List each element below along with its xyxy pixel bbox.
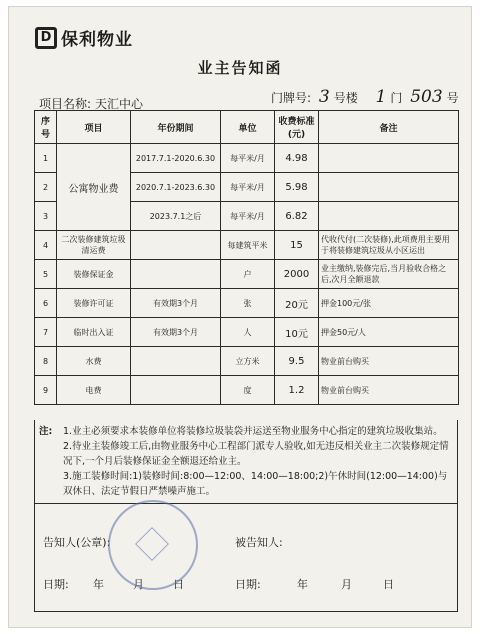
header-unit: 单位	[221, 111, 275, 144]
row-fee: 15	[275, 231, 319, 260]
logo-mark: D	[35, 27, 57, 49]
note-item: 3.施工装修时间:1)装修时间:8:00—12:00、14:00—18:00;2)午休时间(12:00—14:00)与双休日、法定节假日严禁噪声施工。	[63, 471, 448, 497]
row-no: 9	[35, 376, 57, 405]
project-label: 项目名称:	[39, 97, 92, 111]
notes-list	[63, 424, 453, 499]
door-unit: 1	[375, 87, 387, 107]
logo-text: 保利物业	[61, 30, 133, 50]
row-item: 临时出入证	[57, 318, 131, 347]
table-header-row	[35, 111, 459, 144]
row-period	[131, 347, 221, 376]
row-note	[319, 144, 459, 173]
row-unit: 每平米/月	[221, 144, 275, 173]
notes-section	[34, 420, 458, 504]
row-note: 物业前台购买	[319, 347, 459, 376]
notifier-day-label: 日	[173, 578, 184, 591]
row-fee: 10元	[275, 318, 319, 347]
table-row	[35, 347, 459, 376]
row-unit: 每平米/月	[221, 202, 275, 231]
table-row	[35, 144, 459, 173]
row-item-property-fee: 公寓物业费	[57, 144, 131, 231]
note-item: 1.业主必须要求本装修单位将装修垃圾装袋并运送至物业服务中心指定的建筑垃圾收集站。	[63, 426, 443, 437]
row-note: 代收代付(二次装修),此项费用主要用于将装修建筑垃圾从小区运出	[319, 231, 459, 260]
row-note	[319, 202, 459, 231]
door-building-suffix: 号楼	[333, 91, 358, 105]
row-unit: 度	[221, 376, 275, 405]
notified-date-label: 日期:	[235, 578, 261, 591]
row-note: 业主缴纳,装修完后,当月验收合格之后,次月全额退款	[319, 260, 459, 289]
notifier-date-label: 日期:	[43, 578, 69, 591]
row-period	[131, 376, 221, 405]
notifier-label: 告知人(公章):	[43, 536, 111, 549]
row-period	[131, 260, 221, 289]
header-no: 序号	[35, 111, 57, 144]
row-period: 2023.7.1之后	[131, 202, 221, 231]
row-no: 3	[35, 202, 57, 231]
fee-table	[34, 110, 459, 405]
company-logo	[35, 25, 133, 50]
table-row	[35, 289, 459, 318]
document-title: 业主告知函	[197, 59, 283, 77]
row-fee: 1.2	[275, 376, 319, 405]
row-unit: 户	[221, 260, 275, 289]
row-unit: 每建筑平米	[221, 231, 275, 260]
company-seal	[108, 500, 198, 590]
row-no: 6	[35, 289, 57, 318]
row-note	[319, 173, 459, 202]
row-no: 5	[35, 260, 57, 289]
notified-day-label: 日	[383, 578, 394, 591]
row-unit: 每平米/月	[221, 173, 275, 202]
header-fee: 收费标准(元)	[275, 111, 319, 144]
row-period: 2017.7.1-2020.6.30	[131, 144, 221, 173]
notifier-year-label: 年	[93, 578, 104, 591]
row-no: 2	[35, 173, 57, 202]
door-building: 3	[318, 87, 330, 107]
row-item: 水费	[57, 347, 131, 376]
row-item: 装修保证金	[57, 260, 131, 289]
row-no: 4	[35, 231, 57, 260]
row-period: 有效期3个月	[131, 318, 221, 347]
door-room-suffix: 号	[446, 91, 459, 105]
door-number	[271, 87, 459, 107]
row-period: 2020.7.1-2023.6.30	[131, 173, 221, 202]
header-item: 项目	[57, 111, 131, 144]
notified-month-label: 月	[341, 578, 352, 591]
notified-year-label: 年	[297, 578, 308, 591]
row-item: 电费	[57, 376, 131, 405]
door-label: 门牌号:	[271, 91, 312, 105]
row-unit: 张	[221, 289, 275, 318]
row-fee: 20元	[275, 289, 319, 318]
row-note: 押金100元/张	[319, 289, 459, 318]
door-unit-suffix: 门	[390, 91, 403, 105]
signature-section	[34, 504, 458, 612]
door-room: 503	[410, 87, 443, 107]
table-row	[35, 260, 459, 289]
row-unit: 立方米	[221, 347, 275, 376]
row-period	[131, 231, 221, 260]
note-item: 2.待业主装修竣工后,由物业服务中心工程部门派专人验收,如无违反相关业主二次装修规定情况下,一个月后装修保证金全额退还给业主。	[63, 441, 449, 467]
row-unit: 人	[221, 318, 275, 347]
row-note: 物业前台购买	[319, 376, 459, 405]
table-row	[35, 376, 459, 405]
notes-label: 注:	[39, 426, 53, 437]
row-no: 1	[35, 144, 57, 173]
row-fee: 5.98	[275, 173, 319, 202]
notifier-month-label: 月	[133, 578, 144, 591]
row-fee: 6.82	[275, 202, 319, 231]
notified-label: 被告知人:	[235, 536, 283, 549]
row-fee: 2000	[275, 260, 319, 289]
row-fee: 9.5	[275, 347, 319, 376]
row-no: 7	[35, 318, 57, 347]
row-item: 装修许可证	[57, 289, 131, 318]
table-row	[35, 231, 459, 260]
table-row	[35, 318, 459, 347]
row-note: 押金50元/人	[319, 318, 459, 347]
row-item: 二次装修建筑垃圾清运费	[57, 231, 131, 260]
project-value: 天汇中心	[95, 97, 144, 111]
header-note: 备注	[319, 111, 459, 144]
header-period: 年份期间	[131, 111, 221, 144]
row-fee: 4.98	[275, 144, 319, 173]
row-period: 有效期3个月	[131, 289, 221, 318]
row-no: 8	[35, 347, 57, 376]
